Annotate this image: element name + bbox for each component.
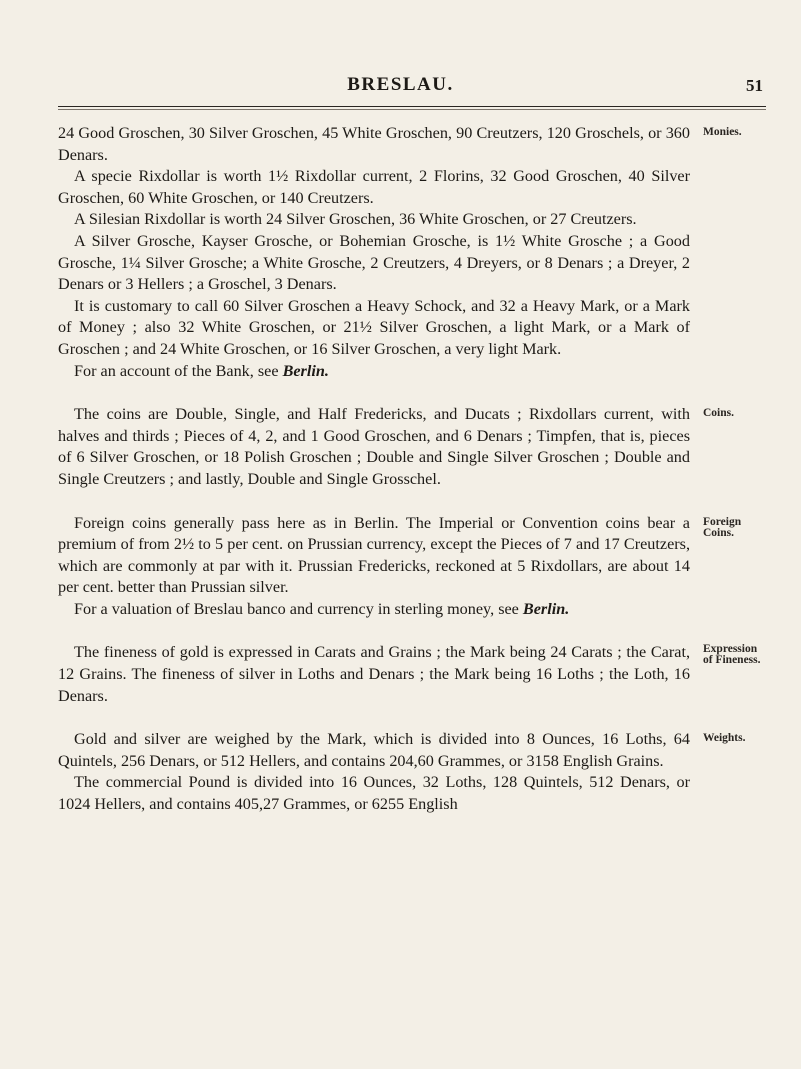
margin-note-line: of Fineness. xyxy=(703,654,761,667)
margin-note-line: Coins. xyxy=(703,526,734,539)
see-prefix: For a valuation of Breslau banco and currency in sterling money, see xyxy=(74,599,523,618)
body-text xyxy=(58,123,761,816)
see-prefix: For an account of the Bank, see xyxy=(74,361,283,380)
header-rule-fine xyxy=(58,109,766,110)
paragraph: A specie Rixdollar is worth 1½ Rixdollar current, 2 Florins, 32 Good Groschen, 40 Silver Groschen, 60 White Groschen, or 140 Creutzers. xyxy=(58,167,690,207)
section-weights xyxy=(58,729,746,815)
page-header xyxy=(0,74,801,104)
section-monies xyxy=(58,123,742,382)
margin-note-weights: Weights. xyxy=(703,732,746,745)
paragraph: The coins are Double, Single, and Half Fredericks, and Ducats ; Rixdollars current, with halves and thirds ; Pieces of 4, 2, and 1 Good Groschen, and 6 Denars ; Timpfen, that is, pieces of 6 Silver Groschen, or 18 Polish Groschen ; Double and Single Silver Groschen ; Double and Single Creutzers ; and lastly, Double and Single Grosschel. xyxy=(58,405,690,488)
section-coins xyxy=(58,404,734,490)
paragraph: 24 Good Groschen, 30 Silver Groschen, 45 White Groschen, 90 Creutzers, 120 Groschels, or 360 Denars. xyxy=(58,124,690,164)
header-rule xyxy=(58,106,766,107)
margin-note-line: Foreign xyxy=(703,515,742,528)
paragraph: A Silesian Rixdollar is worth 24 Silver Groschen, 36 White Groschen, or 27 Creutzers. xyxy=(74,210,637,229)
section-foreign-coins xyxy=(58,513,742,621)
running-title: BRESLAU. xyxy=(347,74,454,95)
see-place: Berlin. xyxy=(282,361,329,380)
section-fineness xyxy=(58,642,761,707)
margin-note-fineness xyxy=(703,644,801,666)
margin-note-coins: Coins. xyxy=(703,407,734,420)
paragraph: The commercial Pound is divided into 16 Ounces, 32 Loths, 128 Quintels, 512 Denars, or 1024 Hellers, and contains 405,27 Grammes, or 6255 English xyxy=(58,773,690,814)
see-reference xyxy=(58,361,690,383)
paragraph: It is customary to call 60 Silver Groschen a Heavy Schock, and 32 a Heavy Mark, or a Mark of Money ; also 32 White Groschen, or 21½ Silver Groschen, a light Mark, or a Mark of Groschen ; and 24 White Groschen, or 16 Silver Groschen, a very light Mark. xyxy=(58,296,690,358)
margin-note-monies: Monies. xyxy=(703,126,742,138)
see-place: Berlin. xyxy=(522,599,570,618)
paragraph: The fineness of gold is expressed in Carats and Grains ; the Mark being 24 Carats ; the Carat, 12 Grains. The fineness of silver in Loths and Denars ; the Mark being 16 Loths ; the Loth, 16 Denars. xyxy=(58,643,690,705)
see-reference xyxy=(58,599,690,621)
margin-note-foreign-coins xyxy=(703,517,801,539)
page-number: 51 xyxy=(746,76,763,95)
paragraph: A Silver Grosche, Kayser Grosche, or Bohemian Grosche, is 1½ White Grosche ; a Good Grosche, 1¼ Silver Grosche; a White Grosche, 2 Creutzers, 4 Dreyers, or 8 Denars ; a Dreyer, 2 Denars or 3 Hellers ; a Groschel, 3 Denars. xyxy=(58,231,690,294)
margin-note-line: Expression xyxy=(703,643,758,656)
paragraph: Foreign coins generally pass here as in Berlin. The Imperial or Convention coins bear a premium of from 2½ to 5 per cent. on Prussian currency, except the Pieces of 7 and 17 Creutzers, which are commonly at par with it. Prussian Fredericks, reckoned at 5 Rixdollars, are about 14 per cent. better than Prussian silver. xyxy=(58,513,690,597)
paragraph: Gold and silver are weighed by the Mark, which is divided into 8 Ounces, 16 Loths, 64 Quintels, 256 Denars, or 512 Hellers, and contains 204,60 Grammes, or 3158 English Grains. xyxy=(58,730,690,770)
